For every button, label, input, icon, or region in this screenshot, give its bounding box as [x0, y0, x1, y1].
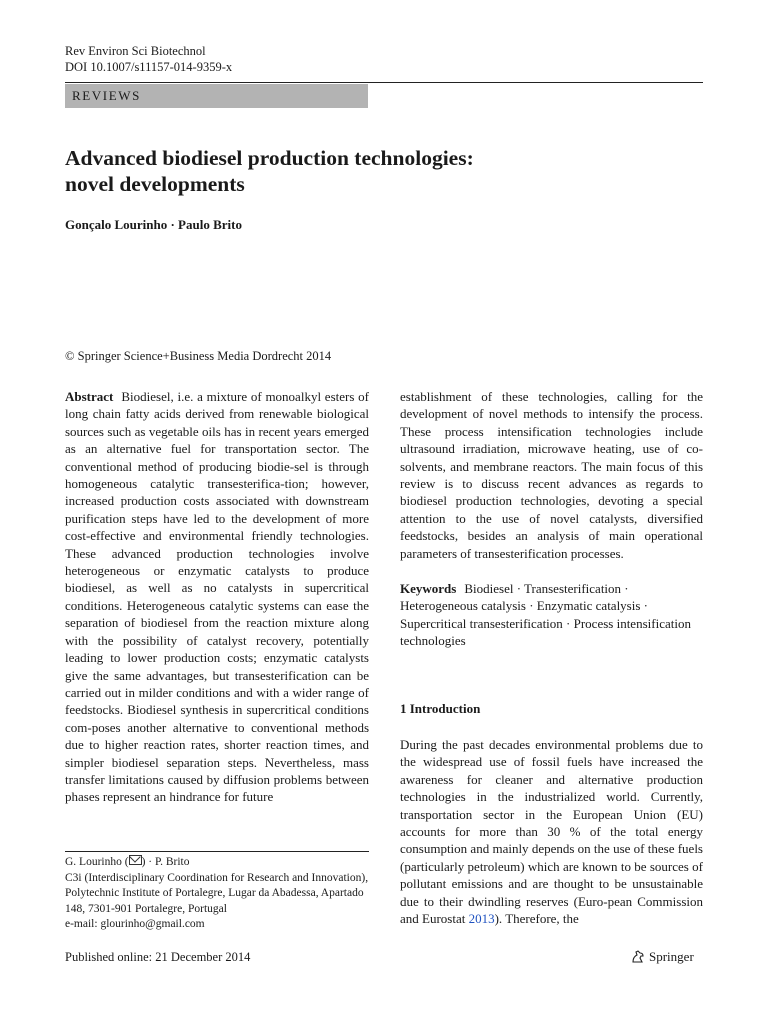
footnote-author1: G. Lourinho ( [65, 856, 129, 868]
title-line-2: novel developments [65, 172, 245, 196]
keywords [400, 580, 703, 650]
footnote-author2: ) · P. Brito [141, 856, 190, 868]
abstract-label: Abstract [65, 389, 114, 404]
abstract-text-right: establishment of these technologies, calling for the development of novel methods to intensify the process. These process intensification technologies include ultrasound irradiation, microwave heating, use of co-solvents, and membrane reactors. The main focus of this review is to discuss recent advances as regards to biodiesel production technologies, devoting a special attention to the use of novel catalysts, diversified feedstocks, besides an analysis of main operational parameters of transesterification processes. [400, 389, 703, 561]
section-heading-introduction: 1 Introduction [400, 701, 481, 716]
section-label: REVIEWS [72, 88, 141, 103]
journal-name: Rev Environ Sci Biotechnol [65, 44, 206, 58]
published-date: Published online: 21 December 2014 [65, 950, 251, 964]
footnote-rule [65, 851, 369, 852]
intro-text-before: During the past decades environmental problems due to the widespread use of fossil fuels have increased the awareness for cleaner and alternative production technologies in the industrialized world. Currently, transportation sector in the European Union (EU) accounts for more than 30 % of the total energy consumption and mainly depends on the use of these fuels (particularly petroleum) which are known to be sources of pollutant emissions and are thought to be unsustainable due to their dwindling reserves (Euro-pean Commission and Eurostat [400, 737, 703, 927]
springer-logo [630, 948, 694, 965]
title-line-1: Advanced biodiesel production technologies: [65, 146, 474, 170]
keywords-label: Keywords [400, 581, 457, 596]
doi: DOI 10.1007/s11157-014-9359-x [65, 60, 233, 74]
introduction-text [400, 736, 703, 927]
footnote-affiliation: C3i (Interdisciplinary Coordination for Research and Innovation), Polytechnic Institute of Portalegre, Lugar da Abadessa, Apartado 148, 7301-901 Portalegre, Portugal [65, 871, 369, 915]
footnote-authors [65, 855, 369, 871]
copyright: © Springer Science+Business Media Dordrecht 2014 [65, 349, 332, 363]
footnote-email[interactable]: e-mail: glourinho@gmail.com [65, 918, 205, 931]
authors: Gonçalo Lourinho · Paulo Brito [65, 217, 242, 232]
springer-horse-icon [630, 948, 646, 964]
abstract-text-left: Biodiesel, i.e. a mixture of monoalkyl esters of long chain fatty acids derived from renewable biological sources such as vegetable oils has in recent years emerged as an alternative fuel for transportation sector. The conventional method of producing biodie-sel is through homogeneous catalytic transesterifica-tion; however, increased production costs associated with downstream purification steps have led to the development of more cost-effective and environmental friendly technologies. These advanced production technologies involve heterogeneous or enzymatic catalysts to produce biodiesel, as well as no catalysts in supercritical conditions. Heterogeneous catalytic systems can ease the separation of biodiesel from the reaction mixture along with the possibility of catalyst recovery, potentially leading to lower production costs; enzymatic catalysts give the same advantages, but transesterification can be carried out in milder conditions and with a wider range of feedstocks. Biodiesel synthesis in supercritical conditions com-poses another alternative to conventional methods due to higher reaction rates, shorter reaction times, and simpler biodiesel separation steps. Nevertheless, mass transfer limitations caused by diffusion problems between phases represent an hindrance for future [65, 389, 369, 805]
keywords-text: Biodiesel · Transesterification · Heterogeneous catalysis · Enzymatic catalysis · Supercritical transesterification · Process intensification technologies [400, 581, 691, 649]
intro-text-after: ). Therefore, the [494, 911, 579, 927]
publisher-name: Springer [649, 949, 694, 964]
abstract-left-column [65, 388, 369, 806]
section-bar [65, 84, 368, 108]
author-footnote [65, 855, 369, 933]
citation-link[interactable]: 2013 [468, 911, 495, 927]
envelope-icon [129, 855, 142, 865]
article-title [65, 145, 685, 197]
header-rule [65, 82, 703, 83]
journal-header [65, 43, 232, 75]
abstract-right-column [400, 388, 703, 562]
